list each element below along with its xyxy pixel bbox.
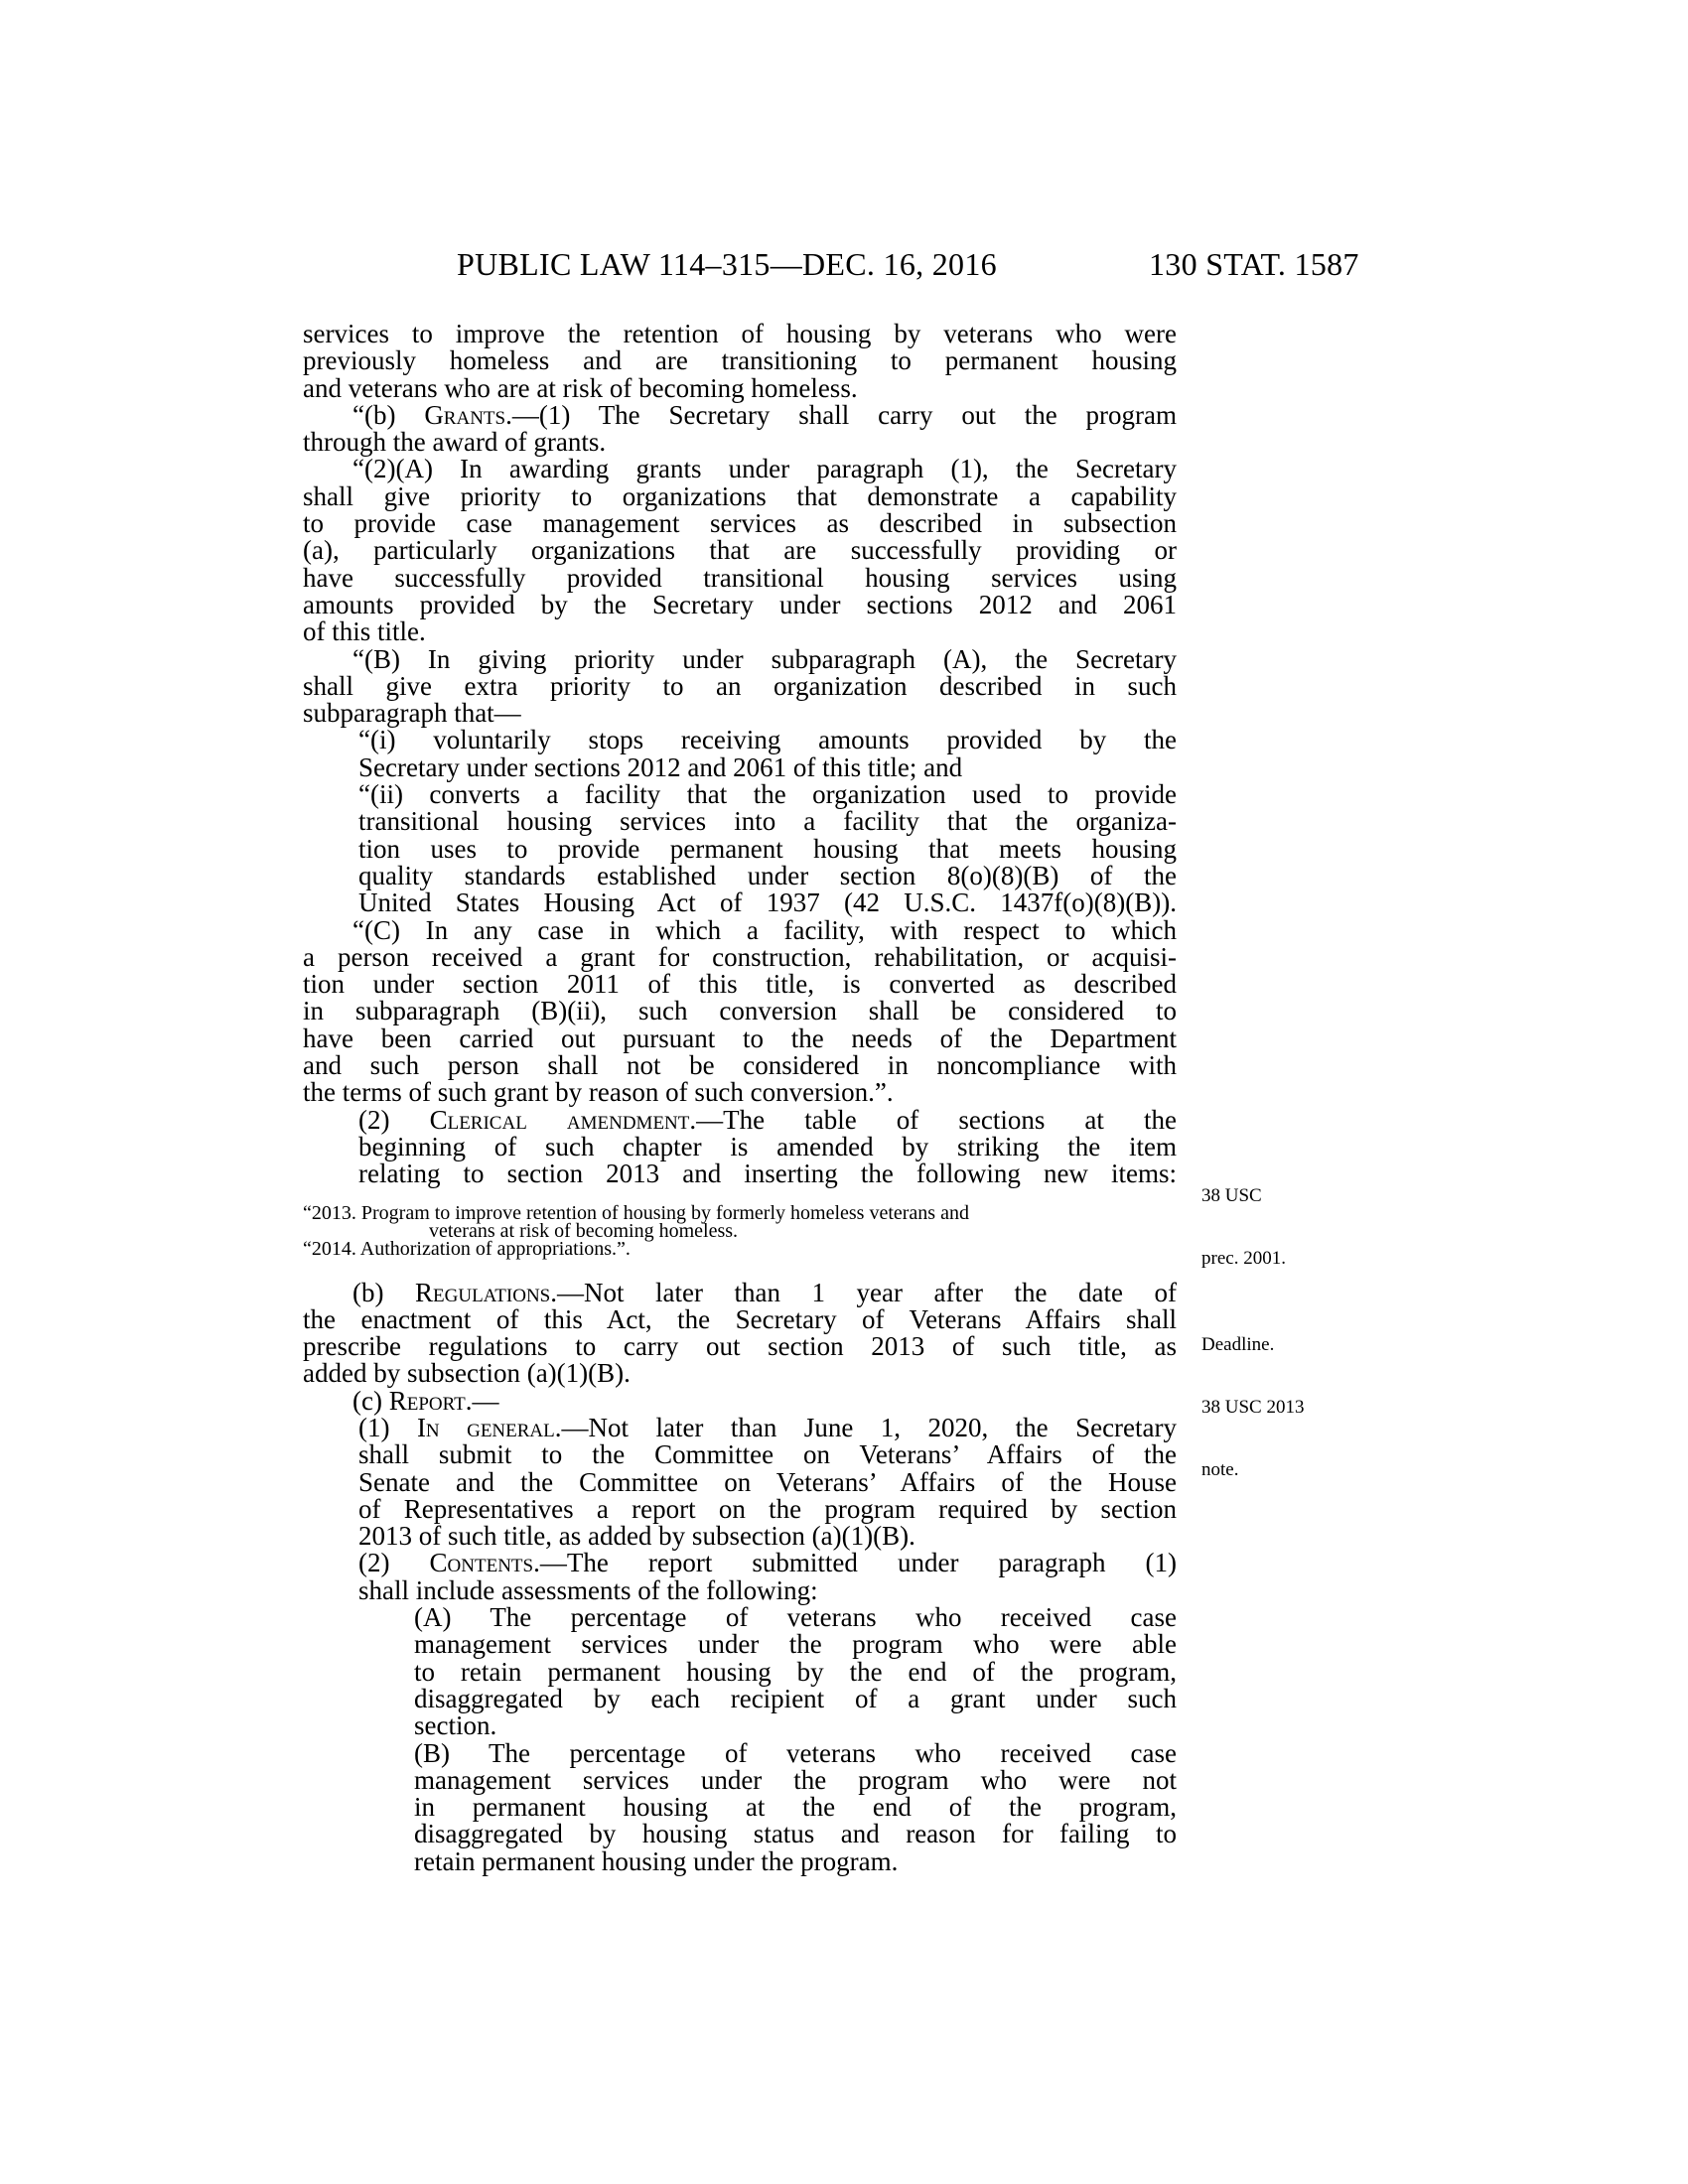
body-line: (A) The percentage of veterans who received case bbox=[414, 1602, 1177, 1633]
body-line: transitional housing services into a facility that the organiza- bbox=[358, 806, 1177, 837]
body-line: of Representatives a report on the program required by section bbox=[358, 1493, 1177, 1524]
body-line: tion under section 2011 of this title, is converted as described bbox=[303, 969, 1177, 1000]
body-line: 2013 of such title, as added by subsection (a)(1)(B). bbox=[358, 1521, 915, 1552]
body-line: shall give priority to organizations that demonstrate a capability bbox=[303, 480, 1177, 511]
report-heading-line: (c) Report.— bbox=[352, 1385, 499, 1416]
body-line: have been carried out pursuant to the needs of the Department bbox=[303, 1023, 1177, 1053]
regulations-heading-line: (b) Regulations.—Not later than 1 year after the date of bbox=[352, 1277, 1177, 1307]
body-line: to provide case management services as described in subsection bbox=[303, 508, 1177, 539]
body-line: (B) The percentage of veterans who received case bbox=[414, 1737, 1177, 1768]
contents-heading-line: (2) Contents.—The report submitted under paragraph (1) bbox=[358, 1548, 1177, 1578]
statute-page-number: 130 STAT. 1587 bbox=[1149, 246, 1359, 282]
body-line: to retain permanent housing by the end of the program, bbox=[414, 1656, 1177, 1687]
body-line: shall give extra priority to an organization described in such bbox=[303, 670, 1177, 701]
body-line: “(i) voluntarily stops receiving amounts provided by the bbox=[358, 725, 1177, 755]
clerical-amendment-label: Clerical amendment bbox=[429, 1104, 690, 1135]
toc-item-2013: “2013. Program to improve retention of housing by formerly homeless veterans and bbox=[303, 1201, 969, 1224]
contents-label: Contents bbox=[429, 1548, 534, 1578]
body-line: in permanent housing at the end of the program, bbox=[414, 1792, 1177, 1823]
body-line: added by subsection (a)(1)(B). bbox=[303, 1358, 631, 1389]
body-line: the terms of such grant by reason of such conversion.”. bbox=[303, 1077, 894, 1108]
body-line: section. bbox=[414, 1710, 497, 1741]
body-line: services to improve the retention of housing by veterans who were bbox=[303, 319, 1177, 348]
body-line: have successfully provided transitional housing services using bbox=[303, 562, 1177, 593]
body-line: and such person shall not be considered in noncompliance with bbox=[303, 1050, 1177, 1081]
body-line: subparagraph that— bbox=[303, 698, 521, 729]
grants-label: Grants bbox=[424, 399, 506, 430]
body-line: (a), particularly organizations that are successfully providing or bbox=[303, 535, 1177, 566]
body-line: a person received a grant for construction, rehabilitation, or acquisi- bbox=[303, 941, 1177, 972]
statute-body bbox=[303, 321, 1177, 1875]
body-line: through the award of grants. bbox=[303, 427, 607, 458]
body-line: Senate and the Committee on Veterans’ Affairs of the House bbox=[358, 1466, 1177, 1497]
body-line: Secretary under sections 2012 and 2061 of this title; and bbox=[358, 751, 963, 782]
body-line: “(B) In giving priority under subparagraph (A), the Secretary bbox=[352, 643, 1177, 674]
body-line: “(C) In any case in which a facility, with respect to which bbox=[352, 914, 1177, 945]
body-line: previously homeless and are transitioning to permanent housing bbox=[303, 345, 1177, 376]
body-line: quality standards established under section 8(o)(8)(B) of the bbox=[358, 860, 1177, 890]
body-line: shall submit to the Committee on Veterans’ Affairs of the bbox=[358, 1439, 1177, 1470]
toc-item-2013-continued: veterans at risk of becoming homeless. bbox=[429, 1219, 739, 1242]
report-label: Report bbox=[388, 1385, 466, 1416]
page-header bbox=[0, 246, 1688, 286]
body-line: “(ii) converts a facility that the organization used to provide bbox=[358, 779, 1177, 810]
grants-heading-line: “(b) Grants.—(1) The Secretary shall carry out the program bbox=[352, 399, 1178, 430]
body-line: disaggregated by each recipient of a grant under such bbox=[414, 1683, 1177, 1713]
body-line: United States Housing Act of 1937 (42 U.S.C. 1437f(o)(8)(B)). bbox=[358, 887, 1177, 918]
in-general-label: In general bbox=[416, 1412, 555, 1442]
spacer bbox=[303, 1258, 1177, 1280]
body-line: management services under the program who were not bbox=[414, 1764, 1177, 1795]
body-line: relating to section 2013 and inserting the following new items: bbox=[358, 1159, 1177, 1189]
in-general-heading-line: (1) In general.—Not later than June 1, 2020, the Secretary bbox=[358, 1412, 1178, 1442]
regulations-label: Regulations bbox=[415, 1277, 551, 1307]
body-line: prescribe regulations to carry out section 2013 of such title, as bbox=[303, 1331, 1177, 1362]
body-line: disaggregated by housing status and reason for failing to bbox=[414, 1819, 1177, 1849]
body-line: tion uses to provide permanent housing that meets housing bbox=[358, 833, 1177, 864]
toc-item-2014: “2014. Authorization of appropriations.”. bbox=[303, 1237, 631, 1260]
body-line: amounts provided by the Secretary under sections 2012 and 2061 bbox=[303, 589, 1177, 619]
body-line: in subparagraph (B)(ii), such conversion shall be considered to bbox=[303, 996, 1177, 1026]
body-line: the enactment of this Act, the Secretary of Veterans Affairs shall bbox=[303, 1303, 1177, 1334]
margin-note-deadline: Deadline. 38 USC 2013 note. bbox=[1201, 1334, 1305, 1480]
body-line: “(2)(A) In awarding grants under paragraph (1), the Secretary bbox=[352, 454, 1177, 484]
body-line: beginning of such chapter is amended by striking the item bbox=[358, 1131, 1177, 1161]
body-line: of this title. bbox=[303, 616, 426, 647]
body-line: retain permanent housing under the program. bbox=[414, 1845, 899, 1876]
body-line: management services under the program who were able bbox=[414, 1629, 1177, 1660]
clerical-amendment-heading-line: (2) Clerical amendment.—The table of sections at the bbox=[358, 1104, 1177, 1135]
margin-note-usc-prec-2001: 38 USC prec. 2001. bbox=[1201, 1185, 1286, 1269]
public-law-title: PUBLIC LAW 114–315—DEC. 16, 2016 bbox=[457, 246, 997, 282]
body-line: and veterans who are at risk of becoming homeless. bbox=[303, 372, 858, 403]
body-line: shall include assessments of the following: bbox=[358, 1574, 818, 1605]
